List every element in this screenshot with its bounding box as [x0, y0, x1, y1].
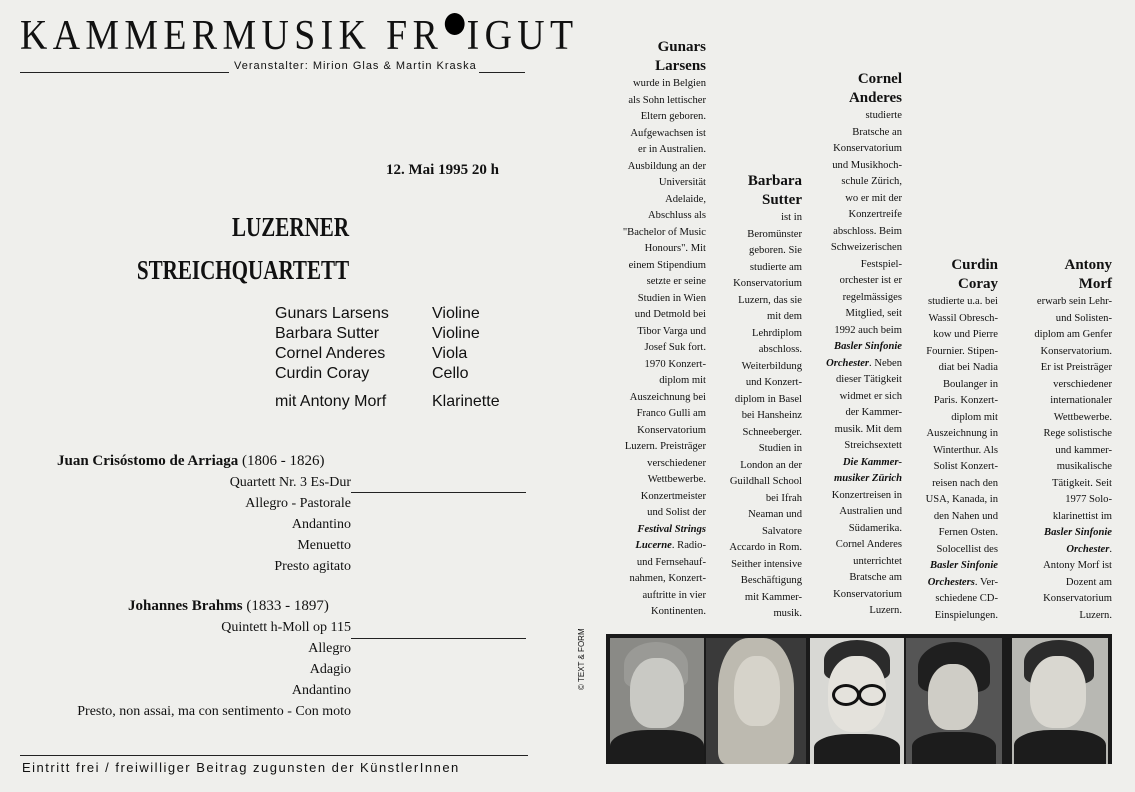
- bio-line: abschloss.: [758, 344, 802, 355]
- bio-line: Festival Strings: [637, 523, 706, 535]
- bio-line: regelmässiges: [842, 291, 902, 303]
- bio-line: Konservatorium.: [1040, 345, 1112, 357]
- bio-line: Luzern.: [869, 605, 902, 616]
- logo-text-part1: KAMMERMUSIK FR: [20, 13, 444, 59]
- bio-line: USA, Kanada, in: [925, 494, 998, 505]
- movement: Menuetto: [297, 538, 351, 553]
- composer-name: Johannes Brahms: [128, 598, 243, 614]
- bio-line: Orchester. Neben: [826, 357, 902, 369]
- bio-line: Er ist Preisträger: [1040, 362, 1112, 373]
- performer-instrument: Violine: [432, 325, 480, 342]
- bio-line: Weiterbildung: [741, 360, 802, 372]
- bio-line: Konservatorium: [733, 278, 802, 289]
- footer-rule: [20, 755, 528, 756]
- composer-line: [128, 598, 329, 615]
- bio-line: Boulanger in: [942, 378, 998, 390]
- bio-line: er in Australien.: [638, 144, 706, 155]
- bio-line: internationaler: [1050, 395, 1112, 406]
- bio-line: Franco Gulli am: [636, 408, 706, 419]
- bio-line: und Fernsehauf-: [636, 556, 706, 568]
- bio-line: Honours". Mit: [644, 243, 706, 254]
- performer-name: Cornel Anderes: [275, 345, 386, 362]
- bio-line: Tätigkeit. Seit: [1051, 477, 1112, 489]
- logo-dot-icon: [445, 13, 465, 35]
- performer-name: mit Antony Morf: [275, 393, 387, 410]
- bio-line: Konservatorium: [637, 424, 706, 436]
- bio-line: den Nahen und: [933, 510, 998, 522]
- bio-line: Südamerika.: [848, 522, 902, 534]
- bio-line: und Detmold bei: [634, 309, 706, 320]
- bio-line: Fernen Osten.: [938, 527, 998, 538]
- bio-line: Solist Konzert-: [933, 461, 998, 472]
- bio-line: Studien in: [758, 443, 802, 454]
- bio-line: ist in: [781, 212, 802, 223]
- bio-line: Abschluss als: [648, 210, 706, 221]
- bio-line: 1977 Solo-: [1065, 494, 1112, 505]
- bio-line: Orchesters. Ver-: [927, 576, 998, 588]
- composer-name: Juan Crisóstomo de Arriaga: [57, 453, 239, 469]
- bio-name: Cornel: [857, 71, 902, 87]
- bio-line: Konzertreife: [848, 209, 902, 220]
- bio-line: studierte u.a. bei: [927, 296, 998, 307]
- bio-line: Solocellist des: [936, 543, 998, 555]
- ensemble-title-line2: STREICHQUARTETT: [136, 255, 349, 285]
- bio-line: setzte er seine: [646, 276, 706, 287]
- bio-line: Rege solistische: [1043, 428, 1112, 439]
- bio-line: Wettbewerbe.: [1053, 411, 1112, 423]
- bio-line: "Bachelor of Music: [622, 226, 706, 238]
- work-title: Quintett h-Moll op 115: [221, 620, 351, 635]
- bio-name: Anderes: [848, 90, 902, 106]
- bio-line: Wassil Obresch-: [928, 312, 998, 324]
- bio-line: 1992 auch beim: [834, 324, 902, 336]
- bio-line: bei Ifrah: [765, 492, 802, 504]
- bio-line: einem Stipendium: [628, 259, 706, 271]
- bio-line: reisen nach den: [932, 477, 998, 489]
- bio-line: wurde in Belgien: [633, 78, 706, 89]
- bio-line: Studien in Wien: [637, 292, 706, 304]
- bio-line: dieser Tätigkeit: [836, 374, 902, 385]
- bio-name: Barbara: [747, 173, 802, 189]
- bio-line: der Kammer-: [845, 407, 902, 418]
- bio-name: Antony: [1064, 257, 1112, 273]
- performer-name: Barbara Sutter: [275, 325, 380, 342]
- bio-line: Bratsche am: [849, 572, 902, 583]
- bio-line: diplom mit: [659, 375, 706, 386]
- performer-instrument: Viola: [432, 345, 468, 362]
- bio-name: Curdin: [951, 257, 998, 273]
- ensemble-title-line1: LUZERNER: [231, 212, 349, 242]
- bio-line: Dozent am: [1065, 576, 1112, 588]
- portrait-barbara-sutter: [706, 638, 806, 764]
- festival-logo: [20, 12, 579, 60]
- bio-line: Basler Sinfonie: [930, 560, 998, 571]
- bio-cornel-anderes: [806, 70, 902, 620]
- bio-name: Coray: [958, 276, 998, 292]
- bio-line: Mitglied, seit: [845, 308, 902, 319]
- bio-line: Lehrdiplom: [751, 327, 802, 339]
- bio-line: klarinettist im: [1052, 510, 1112, 522]
- bio-antony-morf: [1010, 256, 1112, 624]
- bio-line: Konzertreisen in: [831, 489, 902, 501]
- composer-dates: (1833 - 1897): [246, 598, 329, 614]
- bio-line: Auszeichnung bei: [629, 391, 706, 403]
- bio-line: Festspiel-: [860, 258, 902, 270]
- work-title: Quartett Nr. 3 Es-Dur: [229, 475, 351, 490]
- bio-line: musiker Zürich: [834, 473, 902, 484]
- movement: Presto agitato: [274, 559, 351, 574]
- bio-line: Josef Suk fort.: [644, 342, 706, 353]
- bio-line: Universität: [658, 177, 706, 188]
- bio-line: Beschäftigung: [740, 575, 802, 586]
- bio-line: verschiedener: [647, 457, 706, 469]
- movement: Presto, non assai, ma con sentimento - Con moto: [77, 704, 351, 719]
- portrait-curdin-coray: [906, 638, 1002, 764]
- movement: Allegro: [308, 641, 351, 656]
- bio-line: geboren. Sie: [749, 245, 802, 256]
- movement: Andantino: [291, 683, 351, 698]
- bio-line: und Solisten-: [1055, 312, 1112, 324]
- bio-line: widmet er sich: [839, 390, 902, 402]
- bio-line: Luzern, das sie: [738, 294, 802, 306]
- bio-name: Larsens: [655, 58, 706, 74]
- bio-line: Konservatorium: [833, 588, 902, 600]
- bio-line: Schneeberger.: [742, 426, 802, 438]
- organizer-text: Veranstalter: Mirion Glas & Martin Kraska: [234, 60, 477, 72]
- bio-line: Neaman und: [748, 509, 802, 520]
- bio-line: musik. Mit dem: [834, 423, 902, 435]
- bio-line: mit dem: [766, 311, 802, 322]
- bio-line: Basler Sinfonie: [1044, 527, 1112, 538]
- bio-line: diplom in Basel: [734, 393, 802, 405]
- bio-line: und Solist der: [647, 507, 706, 518]
- bio-line: verschiedener: [1053, 378, 1112, 390]
- performer-instrument: Klarinette: [432, 393, 500, 410]
- bio-line: Konservatorium: [1043, 593, 1112, 604]
- bio-line: Ausbildung an der: [627, 160, 706, 172]
- bio-name: Morf: [1078, 276, 1112, 292]
- bio-line: Aufgewachsen ist: [630, 127, 706, 139]
- bio-line: Accardo in Rom.: [729, 542, 802, 553]
- concert-date: 12. Mai 1995 20 h: [386, 162, 499, 178]
- bio-line: Luzern.: [1079, 609, 1112, 621]
- bio-line: Cornel Anderes: [835, 539, 902, 550]
- footer-text: Eintritt frei / freiwilliger Beitrag zugunsten der KünstlerInnen: [22, 760, 460, 775]
- bio-line: abschloss. Beim: [833, 225, 902, 237]
- performer-name: Curdin Coray: [275, 365, 370, 382]
- bio-line: und Musikhoch-: [832, 159, 902, 171]
- bio-line: schiedene CD-: [935, 593, 998, 604]
- bio-line: unterrichtet: [853, 555, 902, 567]
- bio-name: Gunars: [657, 39, 706, 55]
- movement: Andantino: [291, 517, 351, 532]
- bio-gunars-larsens: [596, 38, 706, 621]
- bio-line: auftritte in vier: [642, 589, 706, 601]
- portrait-gunars-larsens: [610, 638, 704, 764]
- bio-line: Beromünster: [747, 228, 802, 240]
- performer-name: Gunars Larsens: [275, 305, 389, 322]
- bio-line: Die Kammer-: [842, 456, 902, 468]
- bio-line: Konzertmeister: [640, 490, 706, 502]
- bio-line: Antony Morf ist: [1043, 560, 1112, 571]
- bio-line: Tibor Varga und: [637, 325, 706, 337]
- bio-line: London an der: [740, 459, 802, 471]
- bio-line: diat bei Nadia: [938, 362, 998, 373]
- bio-line: musik.: [773, 608, 802, 619]
- bio-line: Bratsche an: [852, 126, 902, 138]
- bio-line: orchester ist er: [839, 275, 902, 286]
- portrait-strip: [606, 634, 1112, 764]
- bio-line: studierte: [865, 110, 902, 121]
- logo-text-part2: IGUT: [466, 13, 579, 59]
- portrait-cornel-anderes: [810, 638, 904, 764]
- bio-barbara-sutter: [706, 172, 802, 623]
- bio-line: diplom mit: [951, 411, 998, 423]
- bio-line: Paris. Konzert-: [933, 395, 998, 406]
- performer-instrument: Cello: [432, 365, 469, 382]
- bio-line: Konservatorium: [833, 143, 902, 154]
- bio-line: bei Hansheinz: [741, 410, 802, 421]
- design-credit: © TEXT & FORM: [577, 628, 586, 690]
- bio-line: Orchester.: [1066, 543, 1112, 555]
- bio-line: nahmen, Konzert-: [629, 573, 706, 584]
- bio-line: Australien und: [839, 506, 902, 517]
- bio-line: Salvatore: [761, 525, 802, 537]
- bio-line: und kammer-: [1055, 444, 1112, 456]
- composer-line: [57, 453, 325, 470]
- bio-line: erwarb sein Lehr-: [1036, 296, 1112, 307]
- bio-name: Sutter: [762, 192, 802, 208]
- movement: Adagio: [309, 662, 351, 677]
- bio-line: Wettbewerbe.: [647, 474, 706, 485]
- bio-line: Auszeichnung in: [926, 428, 998, 439]
- bio-line: Seither intensive: [731, 558, 802, 570]
- bio-line: Streichsextett: [844, 440, 902, 451]
- bio-line: diplom am Genfer: [1034, 329, 1112, 340]
- bio-line: Lucerne. Radio-: [635, 540, 706, 551]
- bio-line: Luzern. Preisträger: [624, 441, 706, 452]
- portrait-antony-morf: [1012, 638, 1108, 764]
- composer-dates: (1806 - 1826): [242, 453, 325, 469]
- bio-line: Eltern geboren.: [640, 111, 706, 122]
- bio-line: Schweizerischen: [830, 242, 902, 253]
- bio-line: Kontinenten.: [650, 606, 706, 617]
- bio-line: schule Zürich,: [841, 176, 902, 187]
- bio-curdin-coray: [902, 256, 998, 624]
- bio-line: kow und Pierre: [933, 329, 998, 340]
- bio-line: Basler Sinfonie: [834, 341, 902, 352]
- bio-line: Guildhall School: [729, 476, 802, 487]
- bio-line: wo er mit der: [845, 192, 902, 204]
- header-rule-left: [20, 72, 229, 73]
- bio-line: als Sohn lettischer: [628, 94, 706, 106]
- bio-line: musikalische: [1056, 461, 1112, 472]
- bio-line: 1970 Konzert-: [644, 358, 706, 370]
- bio-line: mit Kammer-: [744, 591, 802, 603]
- bio-line: Adelaide,: [665, 193, 706, 205]
- movement: Allegro - Pastorale: [245, 496, 351, 511]
- bio-line: studierte am: [749, 261, 802, 273]
- work-rule: [351, 492, 526, 493]
- bio-line: und Konzert-: [745, 377, 802, 388]
- bio-line: Einspielungen.: [934, 609, 998, 621]
- header-rule-right: [479, 72, 525, 73]
- bio-line: Fournier. Stipen-: [926, 345, 998, 357]
- performer-instrument: Violine: [432, 305, 480, 322]
- bio-line: Winterthur. Als: [933, 444, 998, 456]
- work-rule: [351, 638, 526, 639]
